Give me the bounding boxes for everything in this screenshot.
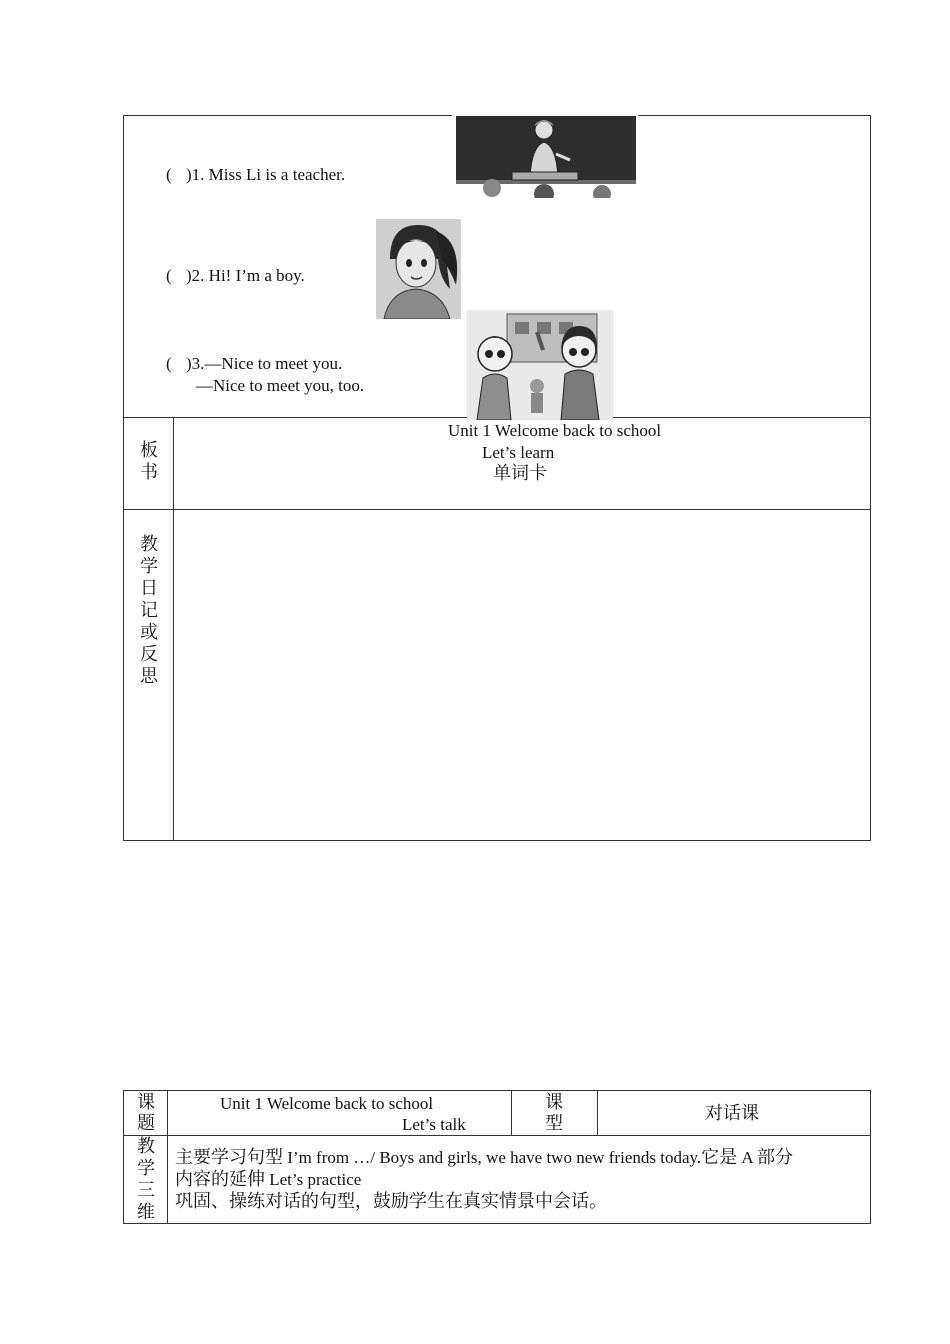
q2-text: )2. Hi! I’m a boy. [186, 266, 305, 285]
teacher-classroom-image [452, 114, 638, 198]
goals-line2-part-a: 内容的延伸 [175, 1169, 265, 1190]
board-label: 板书 [140, 440, 158, 483]
topic-line2: Let’s talk [402, 1115, 466, 1134]
topic-label: 课题 [137, 1092, 155, 1134]
goals-line1-part-c: 它是 [701, 1147, 738, 1168]
topic-line1: Unit 1 Welcome back to school [220, 1094, 434, 1113]
q1-blank: ( [166, 165, 172, 184]
board-title: Unit 1 Welcome back to school [448, 421, 662, 440]
q3-blank: ( [166, 354, 172, 373]
q2-blank: ( [166, 266, 172, 285]
goals-line3: 巩固、操练对话的句型，鼓励学生在真实情景中会话。 [175, 1191, 607, 1212]
diary-label: 教学日记或反思 [140, 534, 158, 687]
board-word-cards: 单词卡 [493, 463, 547, 484]
goals-line1-part-d: A [737, 1148, 757, 1167]
goals-line1-part-e: 部分 [757, 1147, 793, 1168]
goals-label: 教学三维 [137, 1136, 155, 1223]
goals-line2-part-b: Let’s practice [265, 1170, 362, 1189]
girl-portrait-image [376, 219, 461, 319]
q3-reply: —Nice to meet you, too. [196, 376, 365, 395]
q3-text: )3.—Nice to meet you. [186, 354, 343, 373]
type-label: 课型 [545, 1092, 563, 1134]
q1-text: )1. Miss Li is a teacher. [186, 165, 346, 184]
goals-line2 [175, 1169, 361, 1191]
goals-line1-part-b: I’m from …/ Boys and girls, we have two new friends today. [283, 1148, 702, 1167]
children-greeting-image [467, 310, 613, 420]
type-value: 对话课 [705, 1103, 759, 1124]
goals-line1 [175, 1147, 793, 1169]
goals-line1-part-a: 主要学习句型 [175, 1147, 283, 1168]
board-subtitle: Let’s learn [482, 443, 555, 462]
